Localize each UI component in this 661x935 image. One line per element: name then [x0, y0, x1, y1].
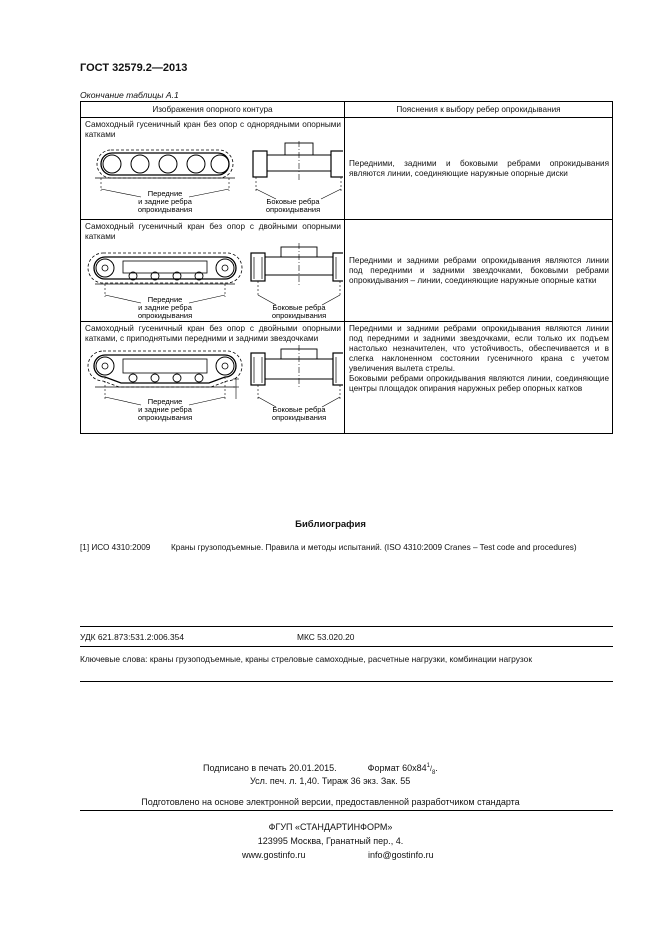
front-edges-label-1: Передние — [147, 189, 183, 198]
table-caption: Окончание таблицы А.1 — [80, 90, 179, 100]
crawler-double-rollers-diagram — [81, 243, 343, 321]
imprint-format: Формат 60х84 — [367, 763, 427, 773]
side-edges-label-1: Боковые ребра — [272, 303, 326, 312]
front-edges-label-2: и задние ребра — [138, 197, 192, 206]
bibliography-title: Библиография — [295, 519, 366, 530]
mks-code: МКС 53.020.20 — [297, 632, 355, 642]
row-explanation: Передними и задними ребрами опрокидывания являются линии под передними и задними звездочками, боковыми ребрами опрокидывания – линии, соединяющие наружные опорные катки — [349, 255, 609, 285]
row-explanation-side: Боковыми ребрами опрокидывания являются линии, соединяющие центры площадок опирания наружных ребер опорных катков — [349, 374, 609, 393]
imprint-print-info: Усл. печ. л. 1,40. Тираж 36 экз. Зак. 55 — [250, 776, 411, 786]
image-cell — [81, 322, 345, 434]
udk-code: УДК 621.873:531.2:006.354 — [80, 632, 184, 642]
imprint-prepared: Подготовлено на основе электронной версии, предоставленной разработчиком стандарта — [141, 797, 520, 807]
imprint-signed-date: Подписано в печать 20.01.2015. — [203, 763, 337, 773]
row-title: Самоходный гусеничный кран без опор с двойными опорными катками, с приподнятыми передними и задними звездочками — [85, 324, 341, 343]
row-title: Самоходный гусеничный кран без опор с двойными опорными катками — [85, 222, 341, 241]
crawler-single-rollers-diagram — [81, 141, 343, 215]
imprint-format-sup: 1 — [426, 763, 430, 769]
explanation-cell — [345, 220, 613, 322]
table-header-row — [81, 102, 613, 118]
side-edges-label-1: Боковые ребра — [266, 197, 320, 206]
divider-bottom — [80, 681, 613, 682]
explanation-cell — [345, 322, 613, 434]
publisher-email[interactable]: info@gostinfo.ru — [368, 850, 434, 860]
row-explanation: Передними, задними и боковыми ребрами опрокидывания являются линии, соединяющие наружные опорные диски — [349, 158, 609, 178]
row-title: Самоходный гусеничный кран без опор с однорядными опорными катками — [85, 120, 341, 139]
front-edges-label-2: и задние ребра — [138, 405, 192, 414]
front-edges-label-3: опрокидывания — [137, 205, 193, 214]
front-edges-label-3: опрокидывания — [137, 311, 193, 320]
bibliography-item — [80, 542, 615, 554]
side-edges-label-2: опрокидывания — [265, 205, 321, 214]
column-header-images: Изображения опорного контура — [81, 102, 345, 118]
side-edges-label-2: опрокидывания — [271, 413, 327, 422]
table-row — [81, 118, 613, 220]
side-edges-label-1: Боковые ребра — [272, 405, 326, 414]
keywords: Ключевые слова: краны грузоподъемные, краны стреловые самоходные, расчетные нагрузки, комбинации нагрузок — [80, 654, 533, 664]
imprint-divider — [80, 810, 613, 811]
bibliography-ref-number: [1] ИСО 4310:2009 — [80, 543, 151, 552]
front-edges-label-1: Передние — [147, 397, 183, 406]
bibliography-ref-text: Краны грузоподъемные. Правила и методы испытаний. (ISO 4310:2009 Cranes – Test code and procedures) — [171, 543, 577, 552]
front-edges-label-2: и задние ребра — [138, 303, 192, 312]
standard-number: ГОСТ 32579.2—2013 — [80, 62, 188, 74]
support-contour-table — [80, 101, 613, 434]
imprint-format-sub: 8 — [431, 769, 436, 776]
publisher-site[interactable]: www.gostinfo.ru — [242, 850, 306, 860]
table-row — [81, 322, 613, 434]
row-explanation: Передними и задними ребрами опрокидывания являются линии под передними и задними звездочками, если только их подъем настолько незначителен, что устойчивость, обеспечивается и в слегка наклоненном состоянии гусеничного крана с учетом увеличения вылета стрелы. — [349, 324, 609, 373]
front-edges-label-3: опрокидывания — [137, 413, 193, 422]
side-edges-label-2: опрокидывания — [271, 311, 327, 320]
publisher-name: ФГУП «СТАНДАРТИНФОРМ» — [268, 822, 393, 832]
image-cell — [81, 118, 345, 220]
explanation-cell — [345, 118, 613, 220]
column-header-explanations: Пояснения к выбору ребер опрокидывания — [345, 102, 613, 118]
imprint-signed: Подписано в печать 20.01.2015. Формат $60х84^1/_8$. — [203, 763, 438, 776]
divider-top — [80, 626, 613, 627]
image-cell — [81, 220, 345, 322]
crawler-raised-sprockets-diagram — [81, 345, 343, 423]
imprint-format-end: . — [435, 763, 438, 773]
publisher-address: 123995 Москва, Гранатный пер., 4. — [257, 836, 404, 846]
front-edges-label-1: Передние — [147, 295, 183, 304]
divider-middle — [80, 646, 613, 647]
table-row — [81, 220, 613, 322]
